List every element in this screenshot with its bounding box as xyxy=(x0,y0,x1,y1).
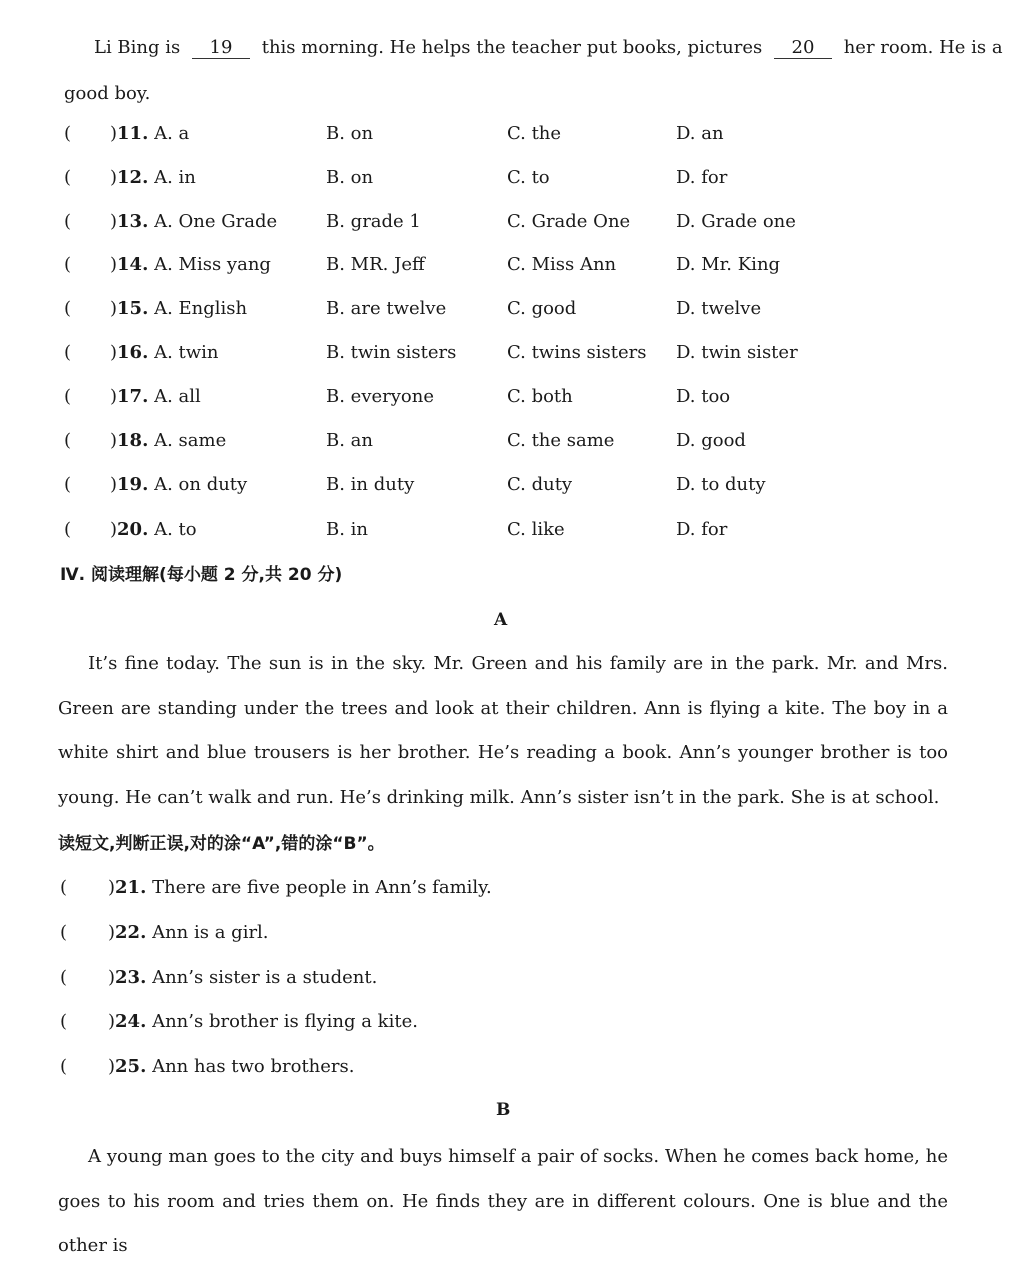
blank-19: 19 xyxy=(192,38,250,59)
question-number: 13. xyxy=(117,211,149,232)
answer-paren-close: ) xyxy=(110,386,118,407)
question-row xyxy=(0,429,1010,453)
passage-b-label: B xyxy=(496,1100,511,1120)
option-d: D. twelve xyxy=(676,298,762,319)
answer-paren-close: ) xyxy=(110,474,118,495)
question-row xyxy=(0,473,1010,497)
passage-a xyxy=(58,642,948,822)
option-a: A. Miss yang xyxy=(154,254,271,275)
answer-paren-open[interactable]: ( xyxy=(64,474,72,495)
answer-paren-close: ) xyxy=(110,519,118,540)
option-d: D. an xyxy=(676,123,724,144)
question-row xyxy=(0,253,1010,277)
passage-b xyxy=(58,1135,948,1256)
passage-b-text: A young man goes to the city and buys himself a pair of socks. When he comes back home, he goes to his room and tries them on. He finds they are in different colours. One is blue and the other is xyxy=(58,1146,948,1256)
cloze-line-2: good boy. xyxy=(64,83,151,104)
passage-a-label: A xyxy=(494,610,508,630)
answer-paren-close: ) xyxy=(108,967,116,988)
question-row xyxy=(0,210,1010,234)
cloze-text-2: this morning. He helps the teacher put books, pictures xyxy=(261,37,763,58)
question-row xyxy=(0,518,1010,542)
cloze-text-3: her room. He is a xyxy=(843,37,1003,58)
question-number: 23. xyxy=(115,967,147,988)
answer-paren-close: ) xyxy=(108,1056,116,1077)
option-d: D. to duty xyxy=(676,474,766,495)
option-a: A. to xyxy=(154,519,197,540)
option-d: D. for xyxy=(676,519,728,540)
answer-paren-close: ) xyxy=(110,430,118,451)
option-c: C. like xyxy=(507,519,565,540)
option-a: A. English xyxy=(154,298,248,319)
answer-paren-open[interactable]: ( xyxy=(60,967,68,988)
question-row xyxy=(0,341,1010,365)
answer-paren-open[interactable]: ( xyxy=(64,167,72,188)
option-a: A. a xyxy=(154,123,190,144)
answer-paren-close: ) xyxy=(110,211,118,232)
tf-question-row xyxy=(0,1010,1010,1034)
option-c: C. both xyxy=(507,386,573,407)
option-b: B. twin sisters xyxy=(326,342,457,363)
answer-paren-close: ) xyxy=(110,342,118,363)
answer-paren-close: ) xyxy=(110,123,118,144)
question-number: 20. xyxy=(117,519,149,540)
answer-paren-open[interactable]: ( xyxy=(64,342,72,363)
option-d: D. Grade one xyxy=(676,211,796,232)
option-c: C. to xyxy=(507,167,550,188)
option-c: C. Grade One xyxy=(507,211,631,232)
question-row xyxy=(0,385,1010,409)
statement-text: There are five people in Ann’s family. xyxy=(152,877,492,898)
question-row xyxy=(0,297,1010,321)
answer-paren-open[interactable]: ( xyxy=(60,922,68,943)
question-number: 12. xyxy=(117,167,149,188)
question-number: 25. xyxy=(115,1056,147,1077)
tf-question-row xyxy=(0,876,1010,900)
question-number: 17. xyxy=(117,386,149,407)
option-a: A. twin xyxy=(154,342,219,363)
blank-20: 20 xyxy=(774,38,832,59)
tf-instruction: 读短文,判断正误,对的涂“A”,错的涂“B”。 xyxy=(58,834,385,854)
question-number: 21. xyxy=(115,877,147,898)
option-d: D. too xyxy=(676,386,731,407)
answer-paren-close: ) xyxy=(110,298,118,319)
option-a: A. One Grade xyxy=(154,211,278,232)
question-number: 19. xyxy=(117,474,149,495)
option-b: B. in xyxy=(326,519,369,540)
section-heading: Ⅳ. 阅读理解(每小题 2 分,共 20 分) xyxy=(60,565,343,585)
question-number: 16. xyxy=(117,342,149,363)
question-number: 24. xyxy=(115,1011,147,1032)
question-row xyxy=(0,166,1010,190)
option-d: D. twin sister xyxy=(676,342,798,363)
answer-paren-close: ) xyxy=(110,167,118,188)
question-number: 15. xyxy=(117,298,149,319)
answer-paren-close: ) xyxy=(108,922,116,943)
option-a: A. all xyxy=(154,386,201,407)
option-b: B. MR. Jeff xyxy=(326,254,425,275)
option-d: D. for xyxy=(676,167,728,188)
answer-paren-open[interactable]: ( xyxy=(64,211,72,232)
option-b: B. everyone xyxy=(326,386,434,407)
option-a: A. on duty xyxy=(154,474,248,495)
option-b: B. on xyxy=(326,123,374,144)
answer-paren-close: ) xyxy=(108,1011,116,1032)
answer-paren-open[interactable]: ( xyxy=(64,430,72,451)
cloze-text-1: Li Bing is xyxy=(94,37,181,58)
answer-paren-open[interactable]: ( xyxy=(60,877,68,898)
option-b: B. on xyxy=(326,167,374,188)
option-b: B. grade 1 xyxy=(326,211,421,232)
question-number: 11. xyxy=(117,123,149,144)
option-a: A. in xyxy=(154,167,196,188)
tf-question-row xyxy=(0,966,1010,990)
tf-question-row xyxy=(0,1055,1010,1079)
answer-paren-open[interactable]: ( xyxy=(64,519,72,540)
option-b: B. are twelve xyxy=(326,298,447,319)
passage-a-text: It’s fine today. The sun is in the sky. Mr. Green and his family are in the park. Mr. and Mrs. Green are standing under the trees and look at their children. Ann is flying a kite. The boy in a white shirt and blue trousers is her brother. He’s reading a book. Ann’s younger brother is too young. He can’t walk and run. He’s drinking milk. Ann’s sister isn’t in the park. She is at school. xyxy=(58,653,948,808)
cloze-line-1 xyxy=(94,36,1003,60)
option-d: D. good xyxy=(676,430,746,451)
answer-paren-open[interactable]: ( xyxy=(64,386,72,407)
statement-text: Ann has two brothers. xyxy=(152,1056,355,1077)
answer-paren-open[interactable]: ( xyxy=(64,254,72,275)
question-number: 14. xyxy=(117,254,149,275)
answer-paren-close: ) xyxy=(110,254,118,275)
option-c: C. good xyxy=(507,298,577,319)
statement-text: Ann is a girl. xyxy=(152,922,269,943)
question-number: 18. xyxy=(117,430,149,451)
option-c: C. duty xyxy=(507,474,573,495)
answer-paren-open[interactable]: ( xyxy=(60,1011,68,1032)
question-row xyxy=(0,122,1010,146)
option-b: B. in duty xyxy=(326,474,415,495)
answer-paren-open[interactable]: ( xyxy=(60,1056,68,1077)
option-b: B. an xyxy=(326,430,373,451)
statement-text: Ann’s brother is flying a kite. xyxy=(152,1011,418,1032)
option-c: C. Miss Ann xyxy=(507,254,617,275)
answer-paren-open[interactable]: ( xyxy=(64,123,72,144)
option-c: C. the same xyxy=(507,430,615,451)
question-number: 22. xyxy=(115,922,147,943)
option-a: A. same xyxy=(154,430,227,451)
option-d: D. Mr. King xyxy=(676,254,781,275)
tf-question-row xyxy=(0,921,1010,945)
statement-text: Ann’s sister is a student. xyxy=(152,967,378,988)
option-c: C. twins sisters xyxy=(507,342,647,363)
answer-paren-close: ) xyxy=(108,877,116,898)
option-c: C. the xyxy=(507,123,562,144)
answer-paren-open[interactable]: ( xyxy=(64,298,72,319)
